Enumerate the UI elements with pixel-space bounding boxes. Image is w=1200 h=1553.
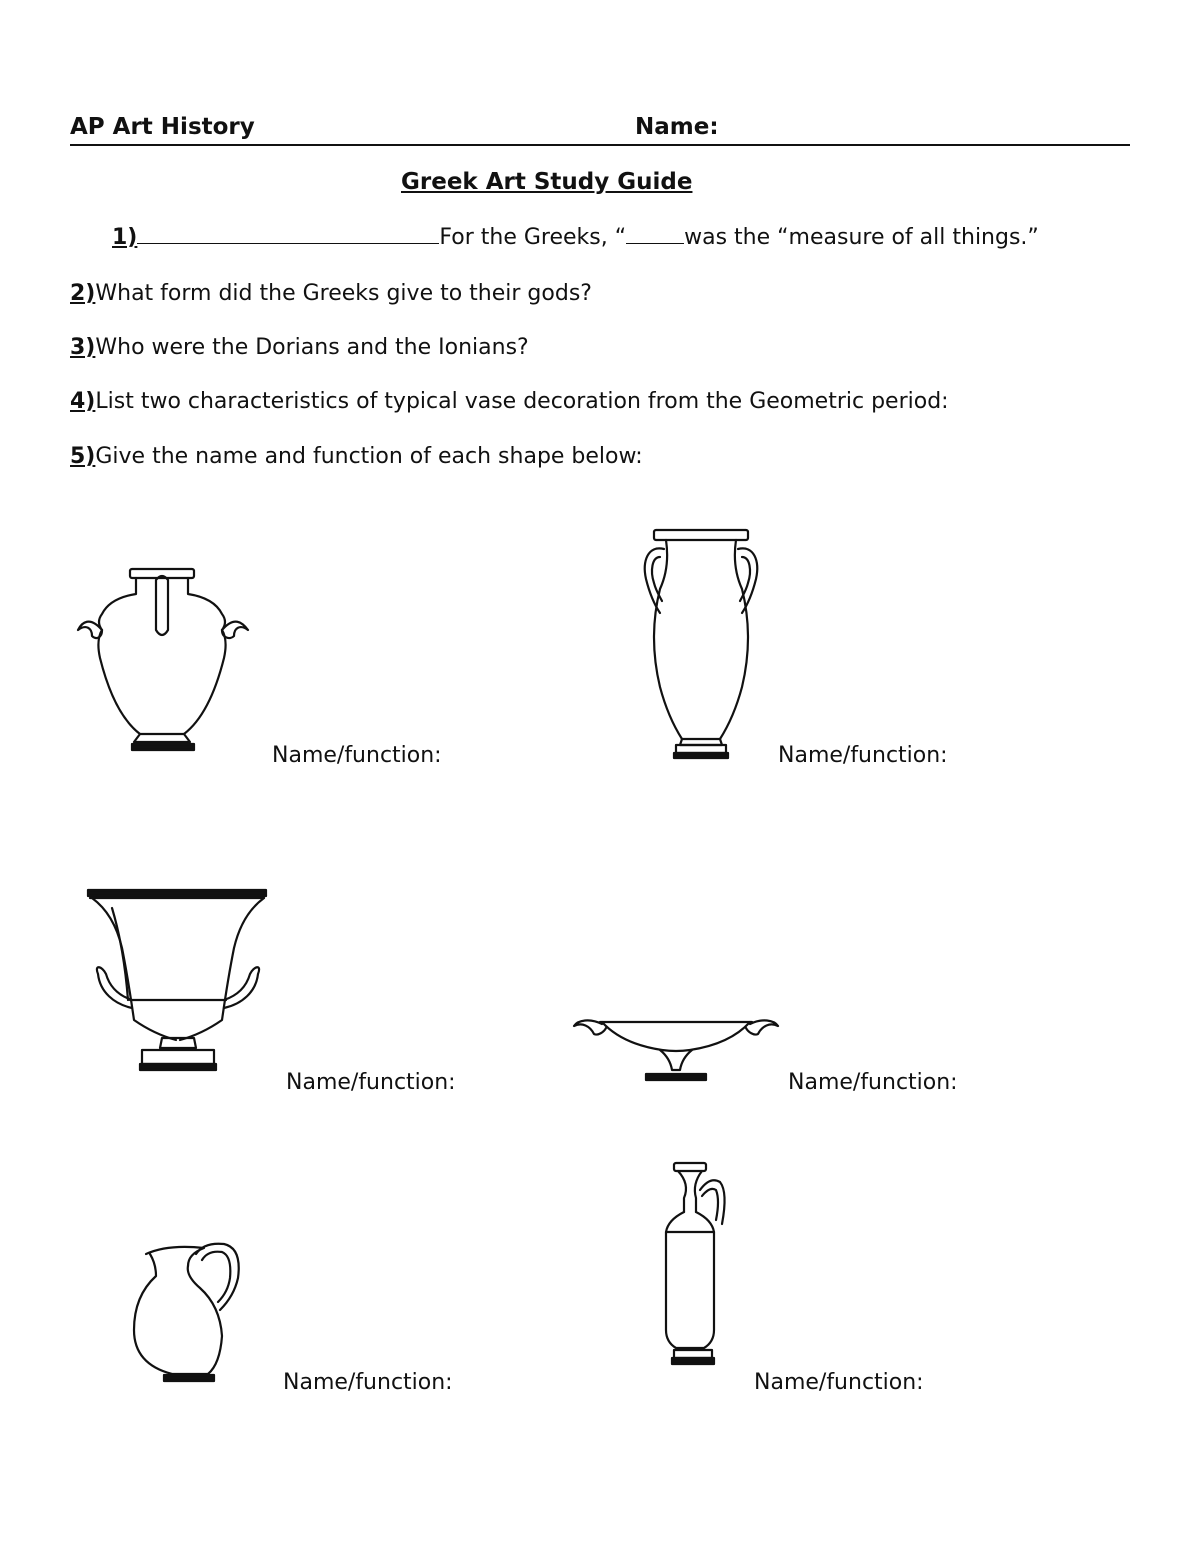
question-5-number: 5): [70, 444, 96, 469]
question-5-text: Give the name and function of each shape below:: [95, 444, 643, 469]
answer-blank-1: [137, 242, 439, 244]
question-4-text: List two characteristics of typical vase decoration from the Geometric period:: [95, 389, 949, 414]
page-title: Greek Art Study Guide: [401, 169, 693, 195]
oinochoe-vase-icon: [126, 1240, 246, 1384]
header-rule: [70, 144, 1130, 146]
question-1-number: 1): [112, 225, 138, 250]
question-4: [70, 389, 949, 414]
question-3-text: Who were the Dorians and the Ionians?: [95, 335, 529, 360]
vase-label-4: Name/function:: [788, 1070, 958, 1095]
kylix-vase-icon: [572, 1012, 780, 1086]
amphora-vase-icon: [640, 527, 770, 763]
question-1-text-a: For the Greeks, “: [439, 225, 627, 250]
name-label: Name:: [635, 114, 719, 140]
question-3-number: 3): [70, 335, 96, 360]
answer-blank-2: [626, 242, 684, 244]
question-5: [70, 444, 643, 469]
hydria-vase-icon: [74, 566, 264, 758]
question-3: [70, 335, 529, 360]
question-1: [112, 225, 1039, 250]
vase-label-1: Name/function:: [272, 743, 442, 768]
question-2-text: What form did the Greeks give to their gods?: [95, 281, 592, 306]
lekythos-vase-icon: [656, 1160, 736, 1372]
vase-label-2: Name/function:: [778, 743, 948, 768]
question-2-number: 2): [70, 281, 96, 306]
krater-vase-icon: [84, 888, 274, 1088]
question-4-number: 4): [70, 389, 96, 414]
question-1-text-b: was the “measure of all things.”: [684, 225, 1039, 250]
course-title: AP Art History: [70, 114, 255, 140]
vase-label-6: Name/function:: [754, 1370, 924, 1395]
question-2: [70, 281, 592, 306]
vase-label-3: Name/function:: [286, 1070, 456, 1095]
vase-label-5: Name/function:: [283, 1370, 453, 1395]
